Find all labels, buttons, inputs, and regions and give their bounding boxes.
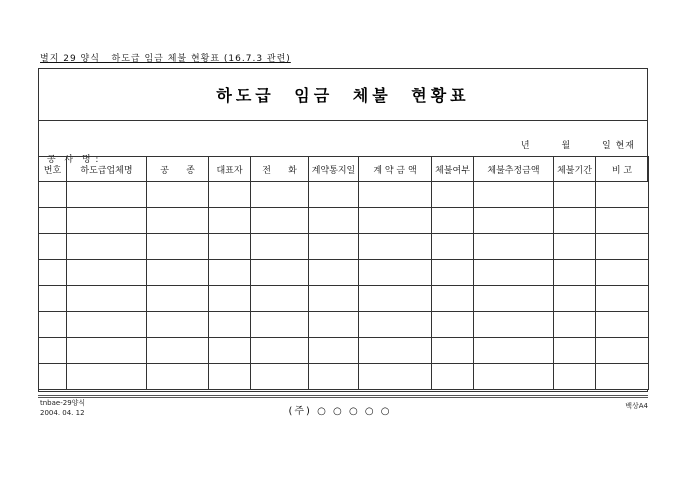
empty-cell xyxy=(147,182,209,208)
column-header: 비 고 xyxy=(596,157,649,182)
empty-cell xyxy=(309,208,359,234)
empty-cell xyxy=(309,286,359,312)
empty-cell xyxy=(596,208,649,234)
empty-cell xyxy=(251,338,309,364)
table-row xyxy=(39,260,649,286)
empty-cell xyxy=(309,338,359,364)
empty-cell xyxy=(554,338,596,364)
empty-cell xyxy=(596,182,649,208)
column-header: 전 화 xyxy=(251,157,309,182)
empty-cell xyxy=(309,260,359,286)
empty-cell xyxy=(147,234,209,260)
column-header: 체불기간 xyxy=(554,157,596,182)
empty-cell xyxy=(67,234,147,260)
empty-cell xyxy=(39,234,67,260)
empty-cell xyxy=(67,286,147,312)
project-name-label: 공 사 명 : xyxy=(47,155,100,165)
empty-cell xyxy=(359,208,432,234)
form-title-section xyxy=(39,69,647,121)
empty-cell xyxy=(596,364,649,390)
empty-cell xyxy=(147,364,209,390)
empty-cell xyxy=(39,182,67,208)
table-row xyxy=(39,338,649,364)
empty-cell xyxy=(359,234,432,260)
empty-cell xyxy=(309,182,359,208)
empty-cell xyxy=(432,182,474,208)
column-header: 계약통지일 xyxy=(309,157,359,182)
empty-cell xyxy=(359,364,432,390)
column-header: 번호 xyxy=(39,157,67,182)
empty-cell xyxy=(67,208,147,234)
empty-cell xyxy=(251,364,309,390)
empty-cell xyxy=(596,286,649,312)
empty-cell xyxy=(474,208,554,234)
empty-cell xyxy=(147,260,209,286)
empty-cell xyxy=(474,182,554,208)
empty-cell xyxy=(554,286,596,312)
form-reference-label: 별지 29 양식 하도급 임금 체불 현황표 (16.7.3 관련) xyxy=(40,54,291,64)
empty-cell xyxy=(432,338,474,364)
empty-cell xyxy=(251,312,309,338)
empty-cell xyxy=(432,286,474,312)
empty-cell xyxy=(432,312,474,338)
empty-cell xyxy=(39,364,67,390)
empty-cell xyxy=(209,338,251,364)
table-row xyxy=(39,364,649,390)
empty-cell xyxy=(251,260,309,286)
empty-cell xyxy=(432,364,474,390)
empty-cell xyxy=(209,208,251,234)
empty-cell xyxy=(309,312,359,338)
empty-cell xyxy=(147,208,209,234)
empty-cell xyxy=(596,312,649,338)
empty-cell xyxy=(147,312,209,338)
empty-cell xyxy=(474,312,554,338)
empty-cell xyxy=(251,182,309,208)
empty-cell xyxy=(474,338,554,364)
empty-cell xyxy=(251,234,309,260)
table-body xyxy=(39,182,649,390)
form-border-box xyxy=(38,68,648,392)
column-header: 공 종 xyxy=(147,157,209,182)
empty-cell xyxy=(432,260,474,286)
empty-cell xyxy=(554,234,596,260)
empty-cell xyxy=(474,260,554,286)
empty-cell xyxy=(432,234,474,260)
empty-cell xyxy=(554,312,596,338)
empty-cell xyxy=(209,234,251,260)
column-header: 대표자 xyxy=(209,157,251,182)
empty-cell xyxy=(359,286,432,312)
empty-cell xyxy=(596,260,649,286)
empty-cell xyxy=(147,338,209,364)
column-header: 체불여부 xyxy=(432,157,474,182)
footer-company-name: (주) ○ ○ ○ ○ ○ xyxy=(288,406,392,417)
table-row xyxy=(39,286,649,312)
empty-cell xyxy=(251,208,309,234)
empty-cell xyxy=(554,208,596,234)
empty-cell xyxy=(309,364,359,390)
table-row xyxy=(39,234,649,260)
footer-divider xyxy=(38,395,648,398)
empty-cell xyxy=(596,338,649,364)
footer-revision-date: 2004. 04. 12 xyxy=(40,409,85,417)
footer-form-code: tnbae-29양식 xyxy=(40,399,86,407)
column-header: 계 약 금 액 xyxy=(359,157,432,182)
empty-cell xyxy=(39,208,67,234)
empty-cell xyxy=(554,182,596,208)
empty-cell xyxy=(554,364,596,390)
empty-cell xyxy=(359,312,432,338)
empty-cell xyxy=(67,338,147,364)
empty-cell xyxy=(209,364,251,390)
empty-cell xyxy=(554,260,596,286)
empty-cell xyxy=(39,260,67,286)
empty-cell xyxy=(67,364,147,390)
table-row xyxy=(39,208,649,234)
empty-cell xyxy=(474,364,554,390)
footer-paper-spec: 백상A4 xyxy=(625,402,648,410)
empty-cell xyxy=(39,312,67,338)
table-row xyxy=(39,182,649,208)
empty-cell xyxy=(67,312,147,338)
empty-cell xyxy=(359,182,432,208)
column-header: 하도급업체명 xyxy=(67,157,147,182)
empty-cell xyxy=(147,286,209,312)
empty-cell xyxy=(359,338,432,364)
table-header-row xyxy=(39,157,649,182)
empty-cell xyxy=(359,260,432,286)
empty-cell xyxy=(209,312,251,338)
empty-cell xyxy=(209,286,251,312)
table-row xyxy=(39,312,649,338)
form-title: 하도급 임금 체불 현황표 xyxy=(216,86,470,105)
empty-cell xyxy=(251,286,309,312)
empty-cell xyxy=(209,182,251,208)
empty-cell xyxy=(474,234,554,260)
empty-cell xyxy=(596,234,649,260)
form-info-section xyxy=(39,121,647,165)
as-of-date-label: 년 월 일 현재 xyxy=(520,141,635,151)
empty-cell xyxy=(39,286,67,312)
empty-cell xyxy=(209,260,251,286)
empty-cell xyxy=(67,260,147,286)
empty-cell xyxy=(67,182,147,208)
arrears-table xyxy=(38,156,649,390)
empty-cell xyxy=(474,286,554,312)
empty-cell xyxy=(39,338,67,364)
empty-cell xyxy=(432,208,474,234)
empty-cell xyxy=(309,234,359,260)
column-header: 체불추정금액 xyxy=(474,157,554,182)
